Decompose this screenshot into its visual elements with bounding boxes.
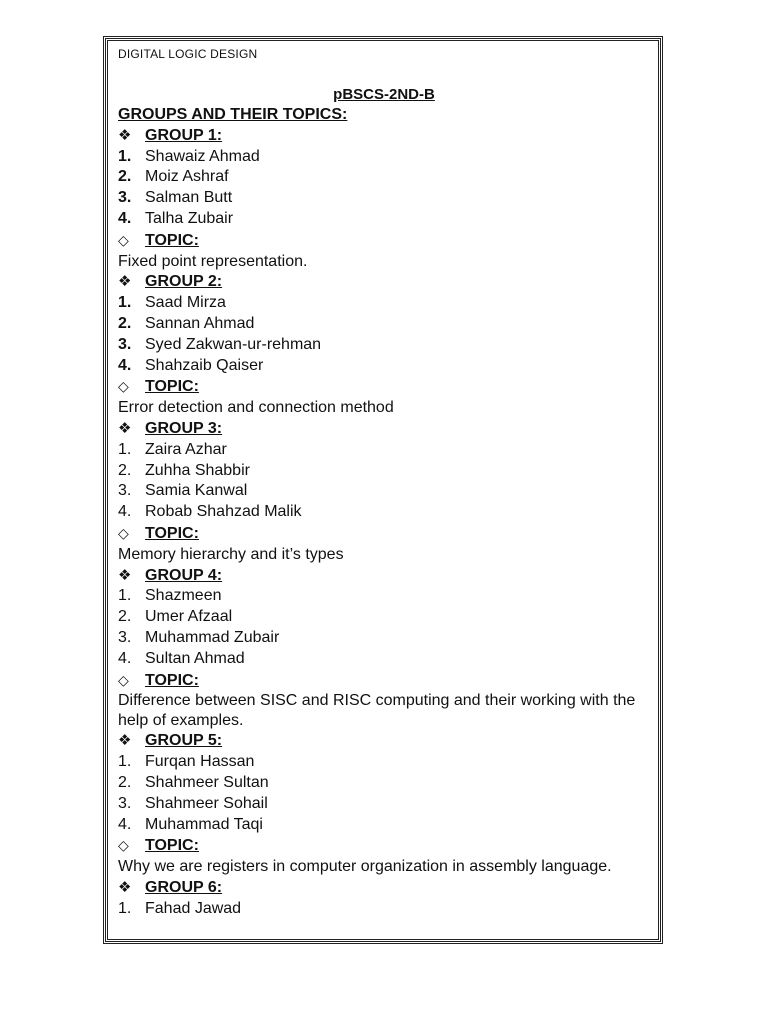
list-number: 1.: [118, 899, 132, 917]
four-diamond-icon: ❖: [118, 419, 132, 437]
list-number: 1.: [118, 440, 132, 458]
member-item: [118, 293, 650, 314]
list-number: 4.: [118, 649, 132, 667]
group-label: GROUP 2:: [145, 273, 223, 291]
member-name: Umer Afzaal: [145, 608, 233, 626]
member-item: [118, 314, 650, 335]
group-label: GROUP 4:: [145, 566, 223, 584]
topic-text: Why we are registers in computer organization in assembly language.: [118, 858, 612, 876]
topic-text: Fixed point representation.: [118, 252, 308, 270]
member-item: [118, 167, 650, 188]
list-number: 4.: [118, 209, 132, 227]
list-number: 3.: [118, 794, 132, 812]
member-name: Moiz Ashraf: [145, 168, 229, 186]
group-label: GROUP 5:: [145, 732, 223, 750]
member-name: Sannan Ahmad: [145, 314, 255, 332]
member-item: [118, 607, 650, 628]
member-name: Salman Butt: [145, 189, 233, 207]
member-item: [118, 773, 650, 794]
open-diamond-icon: ◇: [118, 378, 129, 395]
topic-heading: [118, 376, 650, 398]
topic-label: TOPIC:: [145, 378, 199, 396]
topic-label: TOPIC:: [145, 837, 199, 855]
four-diamond-icon: ❖: [118, 566, 132, 584]
member-item: [118, 209, 650, 230]
member-item: [118, 815, 650, 836]
topic-label: TOPIC:: [145, 524, 199, 542]
document-header: DIGITAL LOGIC DESIGN: [118, 47, 258, 61]
list-number: 4.: [118, 356, 132, 374]
topic-heading: [118, 835, 650, 857]
member-item: [118, 649, 650, 670]
member-name: Robab Shahzad Malik: [145, 503, 302, 521]
member-item: [118, 440, 650, 461]
member-name: Saad Mirza: [145, 294, 226, 312]
member-name: Muhammad Zubair: [145, 628, 280, 646]
member-name: Talha Zubair: [145, 209, 234, 227]
list-number: 3.: [118, 189, 132, 207]
group-heading: [118, 566, 650, 587]
member-item: [118, 586, 650, 607]
group-heading: [118, 126, 650, 147]
member-name: Shahmeer Sohail: [145, 794, 268, 812]
list-number: 1.: [118, 587, 132, 605]
member-name: Muhammad Taqi: [145, 815, 263, 833]
member-item: [118, 335, 650, 356]
topic-heading: [118, 523, 650, 545]
member-item: [118, 502, 650, 523]
topic-heading: [118, 670, 650, 692]
topic-text: Memory hierarchy and it’s types: [118, 545, 344, 563]
list-number: 2.: [118, 608, 132, 626]
list-number: 3.: [118, 335, 132, 353]
open-diamond-icon: ◇: [118, 837, 129, 854]
member-name: Zaira Azhar: [145, 440, 227, 458]
topic-text: Difference between SISC and RISC computing and their working with the help of examples.: [118, 692, 636, 730]
open-diamond-icon: ◇: [118, 671, 129, 688]
member-item: [118, 794, 650, 815]
topic-text: Error detection and connection method: [118, 399, 394, 417]
group-label: GROUP 3:: [145, 419, 223, 437]
list-number: 4.: [118, 815, 132, 833]
member-name: Samia Kanwal: [145, 482, 248, 500]
member-item: [118, 147, 650, 168]
group-heading: [118, 272, 650, 293]
member-item: [118, 628, 650, 649]
list-number: 1.: [118, 753, 132, 771]
document-content: [118, 47, 650, 919]
four-diamond-icon: ❖: [118, 878, 132, 896]
group-heading: [118, 878, 650, 899]
list-number: 3.: [118, 628, 132, 646]
group-label: GROUP 1:: [145, 126, 223, 144]
four-diamond-icon: ❖: [118, 732, 132, 750]
topic-label: TOPIC:: [145, 671, 199, 689]
list-number: 1.: [118, 294, 132, 312]
member-name: Fahad Jawad: [145, 899, 242, 917]
member-item: [118, 899, 650, 920]
open-diamond-icon: ◇: [118, 524, 129, 541]
member-item: [118, 481, 650, 502]
member-item: [118, 752, 650, 773]
open-diamond-icon: ◇: [118, 231, 129, 248]
list-number: 4.: [118, 503, 132, 521]
list-number: 2.: [118, 773, 132, 791]
member-name: Shahzaib Qaiser: [145, 356, 264, 374]
member-item: [118, 188, 650, 209]
topic-heading: [118, 230, 650, 252]
member-name: Shawaiz Ahmad: [145, 147, 260, 165]
list-number: 2.: [118, 461, 132, 479]
topic-label: TOPIC:: [145, 231, 199, 249]
group-heading: [118, 731, 650, 752]
document-page: [105, 38, 661, 942]
member-item: [118, 461, 650, 482]
four-diamond-icon: ❖: [118, 126, 132, 144]
member-name: Furqan Hassan: [145, 753, 255, 771]
list-number: 3.: [118, 482, 132, 500]
member-name: Shazmeen: [145, 587, 222, 605]
list-number: 1.: [118, 147, 132, 165]
group-heading: [118, 419, 650, 440]
four-diamond-icon: ❖: [118, 273, 132, 291]
member-item: [118, 356, 650, 377]
section-heading: GROUPS AND THEIR TOPICS:: [118, 106, 348, 123]
document-title: pBSCS-2ND-B: [333, 86, 435, 103]
list-number: 2.: [118, 314, 132, 332]
groups-list: [118, 126, 650, 920]
member-name: Zuhha Shabbir: [145, 461, 250, 479]
member-name: Shahmeer Sultan: [145, 773, 269, 791]
list-number: 2.: [118, 168, 132, 186]
group-label: GROUP 6:: [145, 878, 223, 896]
member-name: Sultan Ahmad: [145, 649, 245, 667]
member-name: Syed Zakwan-ur-rehman: [145, 335, 322, 353]
